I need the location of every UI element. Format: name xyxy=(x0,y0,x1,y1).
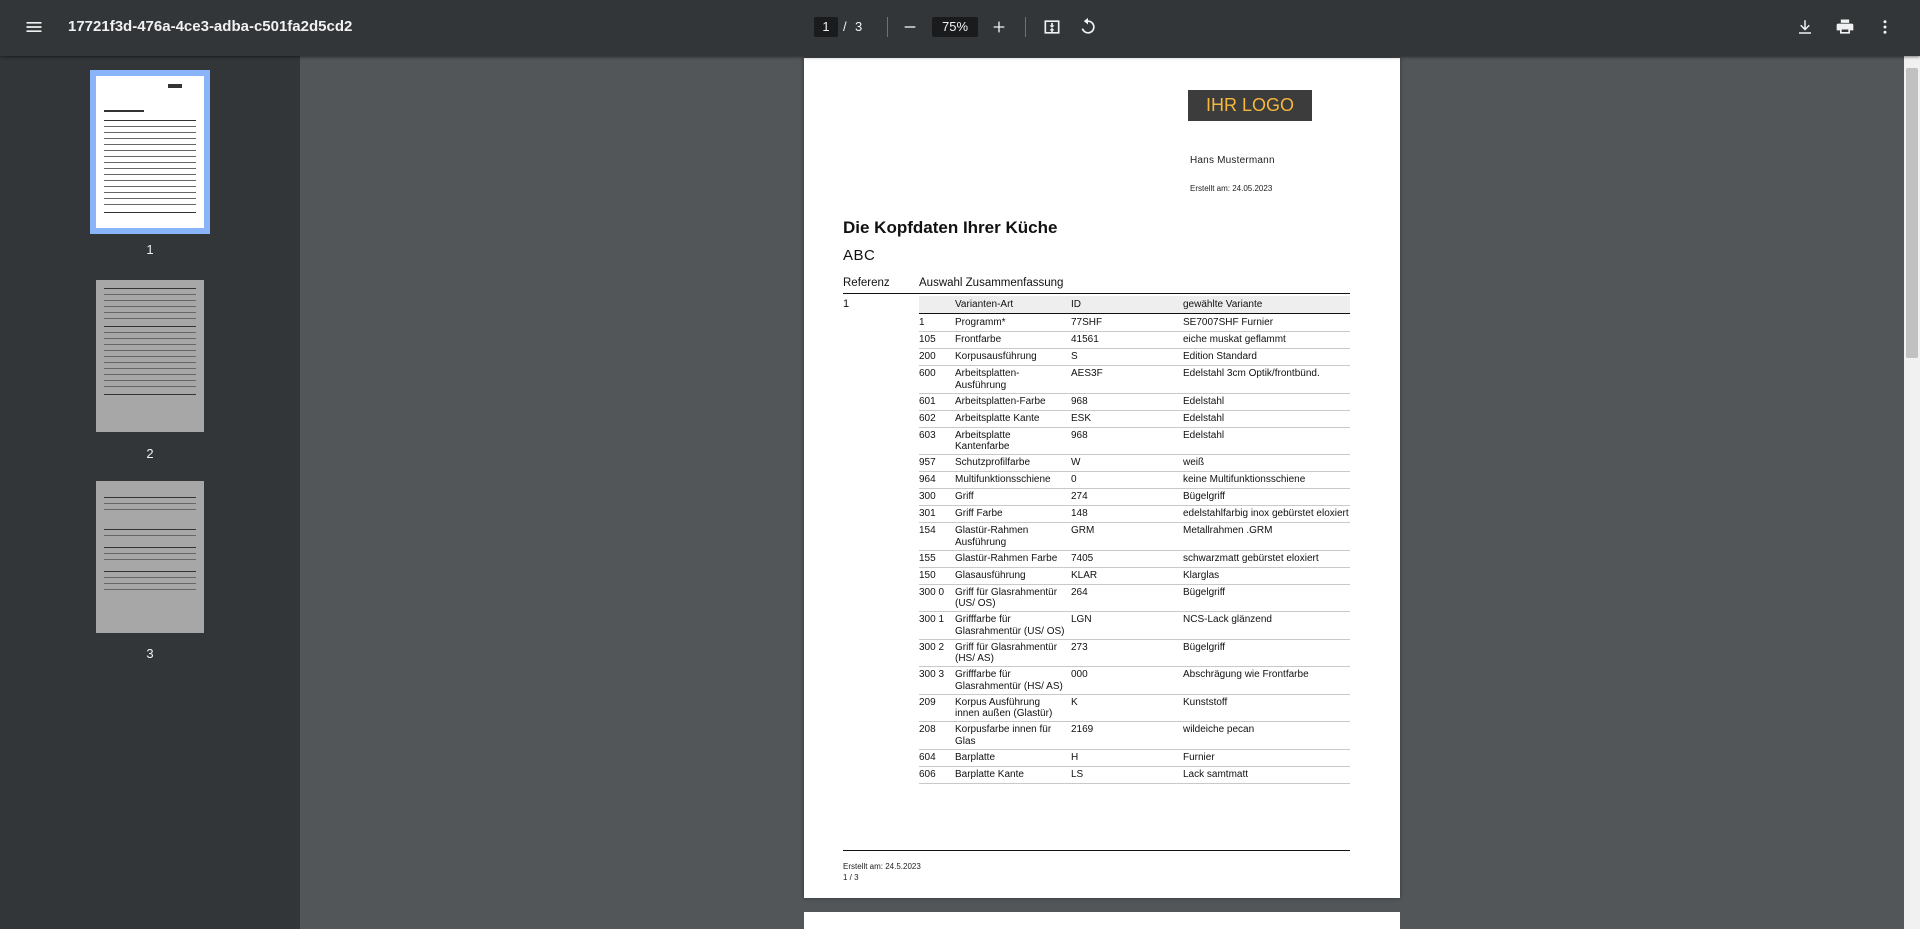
variant-id: 148 xyxy=(1071,508,1088,519)
rotate-icon[interactable] xyxy=(1070,9,1106,45)
pdf-toolbar xyxy=(0,0,1920,56)
selected-variant: edelstahlfarbig inox gebürstet eloxiert xyxy=(1183,508,1349,519)
download-icon[interactable] xyxy=(1787,9,1823,45)
variant-code: 602 xyxy=(919,412,936,424)
selected-variant: weiß xyxy=(1183,457,1205,468)
selected-variant: eiche muskat geflammt xyxy=(1183,334,1286,345)
column-header: ID xyxy=(1071,299,1081,310)
summary-header: Auswahl Zusammenfassung xyxy=(919,277,1064,289)
variant-code: 603 xyxy=(919,429,936,441)
table-row xyxy=(919,667,1350,695)
print-icon[interactable] xyxy=(1827,9,1863,45)
variant-type: Arbeitsplatten-Farbe xyxy=(955,395,1046,407)
variant-id: S xyxy=(1071,351,1078,362)
variant-code: 209 xyxy=(919,696,936,708)
selected-variant: schwarzmatt gebürstet eloxiert xyxy=(1183,552,1319,564)
page-number-input[interactable]: 1 xyxy=(814,17,838,37)
variant-id: 7405 xyxy=(1071,552,1094,564)
page-total: 3 xyxy=(855,19,863,34)
pdf-page-1 xyxy=(804,58,1400,898)
variant-code: 300 2 xyxy=(919,641,945,653)
table-row xyxy=(919,551,1350,568)
variant-type: Schutzprofilfarbe xyxy=(955,457,1031,468)
table-row xyxy=(919,523,1350,551)
variant-id: 968 xyxy=(1071,395,1088,407)
variant-id: W xyxy=(1071,457,1081,468)
document-heading: Die Kopfdaten Ihrer Küche xyxy=(843,218,1058,237)
variant-id: 274 xyxy=(1071,491,1088,502)
variant-type: Grifffarbe für Glasrahmentür (US/ OS) xyxy=(955,614,1065,637)
table-row xyxy=(919,349,1350,366)
thumbnail-sidebar xyxy=(0,56,300,929)
table-row xyxy=(919,366,1350,394)
variant-id: 264 xyxy=(1071,586,1088,598)
variant-type: Arbeitsplatten-Ausführung xyxy=(955,368,1020,391)
selected-variant: Bügelgriff xyxy=(1183,641,1226,653)
variant-id: KLAR xyxy=(1071,569,1098,581)
document-subheading: ABC xyxy=(843,247,876,264)
selected-variant: keine Multifunktionsschiene xyxy=(1183,474,1306,485)
zoom-in-icon[interactable] xyxy=(981,9,1017,45)
variant-type: Glastür-Rahmen Ausführung xyxy=(955,525,1029,548)
pdf-page-2 xyxy=(804,912,1400,929)
variant-type: Programm* xyxy=(955,317,1006,328)
toolbar-divider xyxy=(1025,17,1026,37)
table-top-rule xyxy=(843,293,1350,294)
variant-code: 964 xyxy=(919,474,936,485)
variant-id: K xyxy=(1071,696,1078,708)
table-row xyxy=(919,585,1350,613)
selected-variant: Furnier xyxy=(1183,751,1215,763)
author-name: Hans Mustermann xyxy=(1190,155,1275,166)
table-row xyxy=(919,332,1350,349)
variant-code: 300 0 xyxy=(919,586,945,598)
reference-header: Referenz xyxy=(843,277,890,289)
variant-type: Grifffarbe für Glasrahmentür (HS/ AS) xyxy=(955,669,1063,692)
variant-id: GRM xyxy=(1071,525,1095,536)
variant-code: 300 3 xyxy=(919,669,945,680)
table-row xyxy=(919,568,1350,585)
variant-code: 606 xyxy=(919,768,936,780)
selected-variant: Bügelgriff xyxy=(1183,586,1226,598)
variant-code: 155 xyxy=(919,552,936,564)
reference-value: 1 xyxy=(843,298,850,310)
variant-id: 41561 xyxy=(1071,334,1099,345)
page-separator: / xyxy=(843,19,847,34)
selected-variant: Klarglas xyxy=(1183,569,1220,581)
selected-variant: Lack samtmatt xyxy=(1183,768,1249,780)
table-header xyxy=(919,296,1350,314)
thumbnail-page-1[interactable] xyxy=(96,76,204,228)
scrollbar-thumb[interactable] xyxy=(1906,68,1918,358)
variant-id: ESK xyxy=(1071,412,1092,424)
table-row xyxy=(919,315,1350,332)
variant-type: Frontfarbe xyxy=(955,334,1002,345)
variant-type: Multifunktionsschiene xyxy=(955,474,1051,485)
zoom-out-icon[interactable] xyxy=(892,9,928,45)
variant-id: 2169 xyxy=(1071,724,1094,735)
selected-variant: Edition Standard xyxy=(1183,351,1257,362)
column-header: Varianten-Art xyxy=(955,299,1014,310)
thumbnail-number: 2 xyxy=(146,446,154,461)
table-row xyxy=(919,640,1350,668)
variant-type: Glastür-Rahmen Farbe xyxy=(955,552,1058,564)
table-row xyxy=(919,455,1350,472)
variant-id: H xyxy=(1071,751,1079,763)
created-date: Erstellt am: 24.05.2023 xyxy=(1190,184,1273,193)
thumbnail-number: 3 xyxy=(146,646,154,661)
header-rule xyxy=(919,313,1350,314)
variant-code: 300 1 xyxy=(919,614,945,625)
variant-type: Korpusausführung xyxy=(955,351,1037,362)
variant-id: 273 xyxy=(1071,641,1088,653)
variant-code: 601 xyxy=(919,395,936,407)
selected-variant: SE7007SHF Furnier xyxy=(1183,317,1274,328)
table-row xyxy=(919,394,1350,411)
thumbnail-number: 1 xyxy=(146,242,154,257)
table-row xyxy=(919,428,1350,456)
footer-page: 1 / 3 xyxy=(843,873,859,882)
variant-type: Korpus Ausführung innen außen (Glastür) xyxy=(955,696,1053,719)
variant-code: 208 xyxy=(919,724,936,735)
document-title: 17721f3d-476a-4ce3-adba-c501fa2d5cd2 xyxy=(68,18,353,35)
variant-id: 968 xyxy=(1071,429,1088,441)
variant-id: LS xyxy=(1071,768,1084,780)
variant-code: 200 xyxy=(919,351,936,362)
table-row xyxy=(919,506,1350,523)
menu-icon[interactable] xyxy=(16,9,52,45)
variant-type: Griff xyxy=(955,491,974,502)
variants-table-body xyxy=(919,315,1350,784)
table-bottom-rule xyxy=(843,850,1350,851)
variant-code: 957 xyxy=(919,457,936,468)
variant-type: Barplatte Kante xyxy=(955,768,1024,780)
variant-type: Glasausführung xyxy=(955,569,1026,581)
variant-code: 600 xyxy=(919,368,936,379)
variant-id: LGN xyxy=(1071,614,1092,625)
variant-code: 300 xyxy=(919,491,936,502)
variant-type: Arbeitsplatte Kantenfarbe xyxy=(955,429,1011,452)
variant-id: 0 xyxy=(1071,474,1077,485)
variant-code: 1 xyxy=(919,317,925,328)
variant-code: 301 xyxy=(919,508,936,519)
selected-variant: Bügelgriff xyxy=(1183,491,1226,502)
zoom-level-input[interactable]: 75% xyxy=(932,17,978,37)
table-row xyxy=(919,472,1350,489)
table-row xyxy=(919,411,1350,428)
variant-code: 154 xyxy=(919,525,936,536)
thumbnail-page-3[interactable] xyxy=(96,481,204,633)
selected-variant: Edelstahl 3cm Optik/frontbünd. xyxy=(1183,368,1320,379)
selected-variant: wildeiche pecan xyxy=(1183,724,1255,735)
selected-variant: Edelstahl xyxy=(1183,412,1225,424)
table-row xyxy=(919,695,1350,723)
toolbar-divider xyxy=(887,17,888,37)
variant-type: Korpusfarbe innen für Glas xyxy=(955,724,1052,747)
table-row xyxy=(919,767,1350,784)
column-header: gewählte Variante xyxy=(1183,299,1263,310)
variant-code: 105 xyxy=(919,334,936,345)
selected-variant: Metallrahmen .GRM xyxy=(1183,525,1273,536)
variant-id: 77SHF xyxy=(1071,317,1103,328)
variant-type: Griff Farbe xyxy=(955,508,1003,519)
variant-type: Arbeitsplatte Kante xyxy=(955,412,1040,424)
selected-variant: Edelstahl xyxy=(1183,395,1225,407)
fit-page-icon[interactable] xyxy=(1034,9,1070,45)
variant-type: Griff für Glasrahmentür (US/ OS) xyxy=(955,586,1058,609)
table-row xyxy=(919,750,1350,767)
variant-id: 000 xyxy=(1071,669,1088,680)
selected-variant: Kunststoff xyxy=(1183,696,1228,708)
selected-variant: Abschrägung wie Frontfarbe xyxy=(1183,669,1309,680)
table-row xyxy=(919,722,1350,750)
thumbnail-page-2[interactable] xyxy=(96,280,204,432)
variant-type: Griff für Glasrahmentür (HS/ AS) xyxy=(955,641,1058,664)
variant-code: 604 xyxy=(919,751,936,763)
more-vert-icon[interactable] xyxy=(1867,9,1903,45)
logo-placeholder: IHR LOGO xyxy=(1188,90,1312,121)
variant-code: 150 xyxy=(919,569,936,581)
selected-variant: NCS-Lack glänzend xyxy=(1183,614,1272,625)
table-row xyxy=(919,612,1350,640)
selected-variant: Edelstahl xyxy=(1183,429,1225,441)
footer-created: Erstellt am: 24.5.2023 xyxy=(843,862,921,871)
variant-id: AES3F xyxy=(1071,368,1103,379)
variant-type: Barplatte xyxy=(955,751,996,763)
table-row xyxy=(919,489,1350,506)
